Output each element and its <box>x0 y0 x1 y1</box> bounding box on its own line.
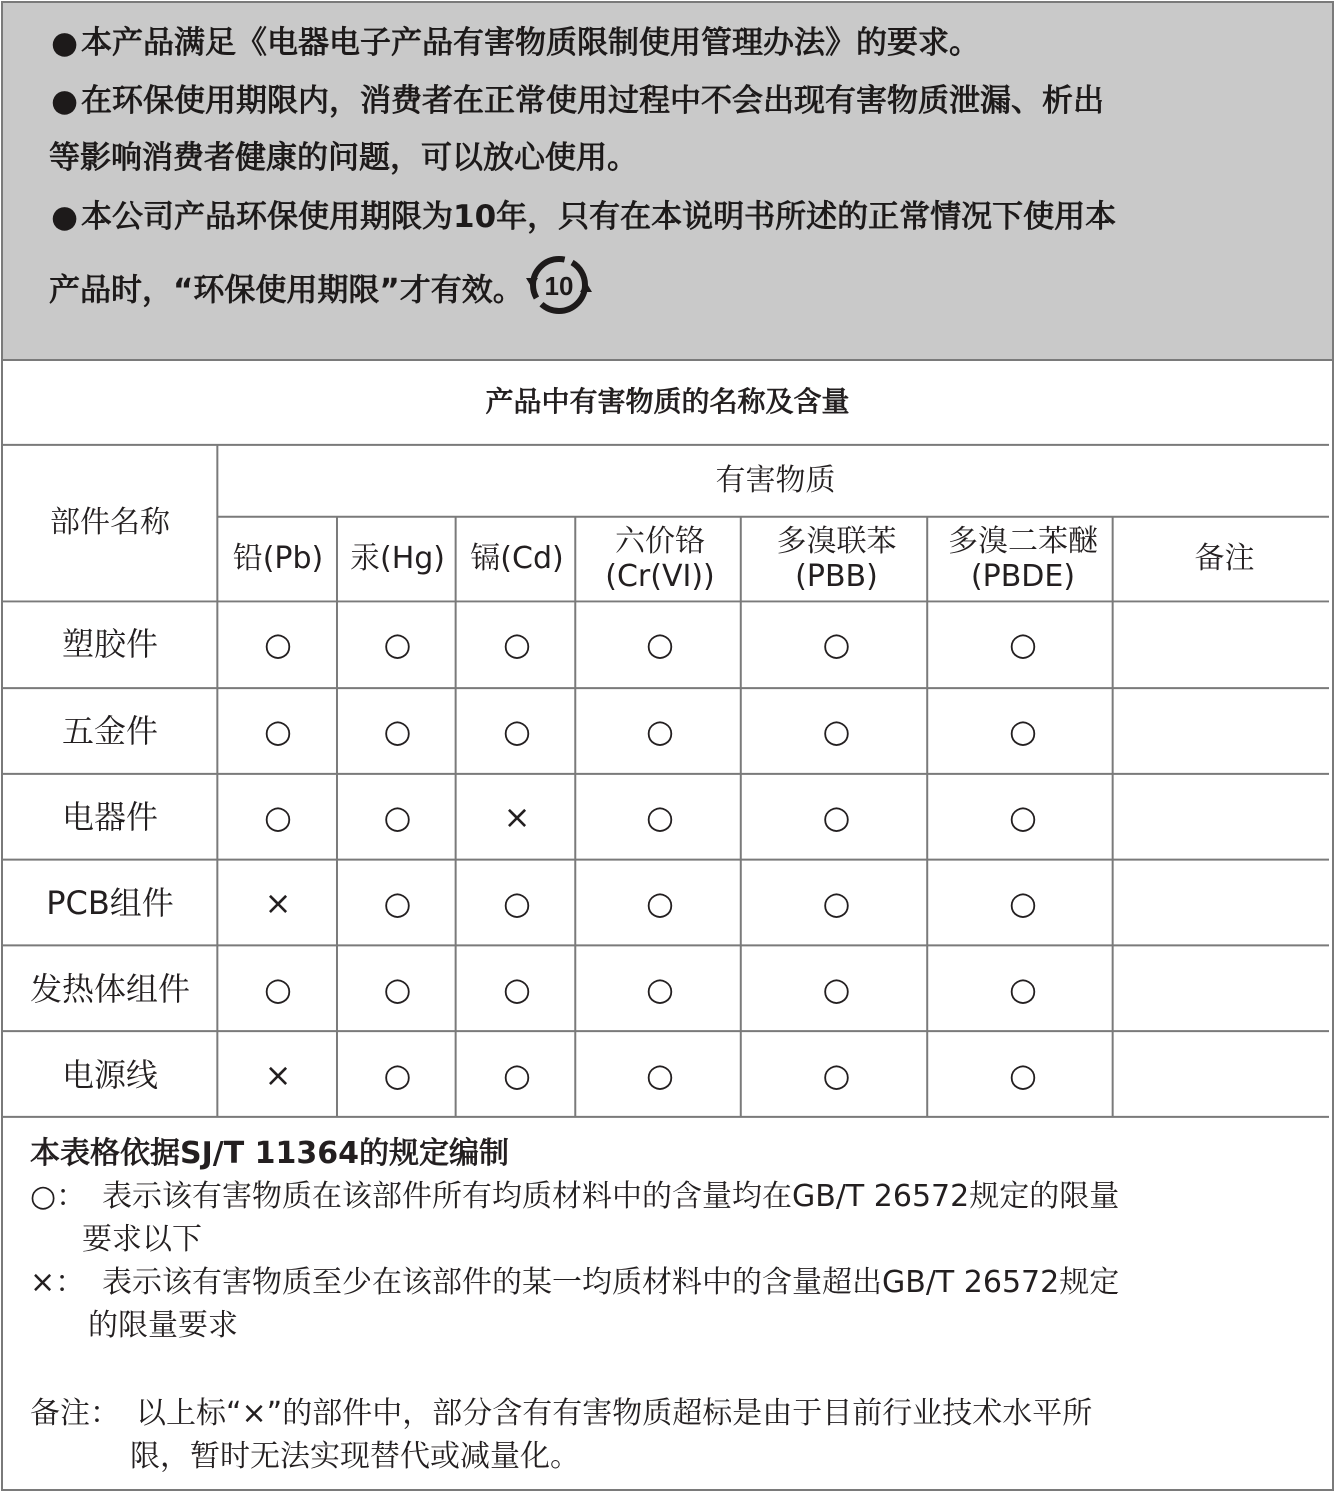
circle-mark: ○ <box>822 711 851 750</box>
circle-mark: ○ <box>264 969 292 1008</box>
notice-line-3: ●本公司产品环保使用期限为10年，只有在本说明书所述的正常情况下使用本 <box>51 199 1117 235</box>
circle-mark: ○ <box>822 969 851 1008</box>
circle-mark: ○ <box>264 625 292 663</box>
legend-cross-text-2: 的限量要求 <box>88 1308 238 1343</box>
part-name-cell: 塑胶件 <box>61 625 158 663</box>
circle-mark: ○ <box>1009 711 1037 750</box>
cross-mark: × <box>264 1055 292 1094</box>
remark-key: 备注： <box>30 1396 120 1431</box>
legend-circle-text-2: 要求以下 <box>82 1222 202 1257</box>
part-name-cell: 发热体组件 <box>29 969 190 1008</box>
notice-line-1: ●本产品满足《电器电子产品有害物质限制使用管理办法》的要求。 <box>51 25 980 61</box>
circle-mark: ○ <box>503 711 531 750</box>
circle-mark: ○ <box>1009 883 1037 922</box>
remark-cell <box>1116 860 1333 946</box>
column-header-line-1: 铅(Pb) <box>232 541 324 576</box>
column-header-line-1: 六价铬 <box>615 523 705 559</box>
bullet-icon: ● <box>51 83 79 119</box>
substance-column-header <box>577 516 743 601</box>
circle-mark: ○ <box>822 797 851 836</box>
legend-circle-key: ○： <box>30 1179 87 1214</box>
remark-cell <box>1116 946 1333 1032</box>
legend-basis: 本表格依据SJ/T 11364的规定编制 <box>30 1136 510 1171</box>
remark-cell <box>1116 1032 1333 1118</box>
column-header-line-1: 汞(Hg) <box>349 541 445 576</box>
remark-cell <box>1116 688 1333 774</box>
circle-mark: ○ <box>646 969 674 1008</box>
hazardous-substances-header: 有害物质 <box>715 462 836 498</box>
circle-mark: ○ <box>646 797 674 836</box>
circle-mark: ○ <box>1009 1055 1037 1094</box>
column-header-line-1: 镉(Cd) <box>470 541 564 576</box>
column-header-line-2: (Cr(VI)) <box>605 558 715 594</box>
legend-cross-text-1: 表示该有害物质至少在该部件的某一均质材料中的含量超出GB/T 26572规定 <box>102 1265 1120 1300</box>
circle-mark: ○ <box>503 969 531 1008</box>
circle-mark: ○ <box>383 797 412 836</box>
circle-mark: ○ <box>264 797 292 836</box>
legend-circle-text-1: 表示该有害物质在该部件所有均质材料中的含量均在GB/T 26572规定的限量 <box>102 1179 1120 1214</box>
substance-column-header <box>743 516 930 601</box>
column-header-line-1: 多溴二苯醚 <box>948 523 1098 559</box>
circle-mark: ○ <box>1009 797 1037 836</box>
part-name-cell: PCB组件 <box>46 883 174 922</box>
notice-line-3b: 产品时，“环保使用期限”才有效。 10 <box>49 256 592 328</box>
circle-mark: ○ <box>503 1055 531 1094</box>
remark-text-1: 以上标“×”的部件中，部分含有有害物质超标是由于目前行业技术水平所 <box>136 1396 1093 1431</box>
notice-line-2: ●在环保使用期限内，消费者在正常使用过程中不会出现有害物质泄漏、析出 <box>51 83 1104 119</box>
circle-mark: ○ <box>383 969 412 1008</box>
circle-mark: ○ <box>503 883 531 922</box>
circle-mark: ○ <box>1009 969 1037 1008</box>
substance-column-header <box>930 516 1116 601</box>
part-name-cell: 电器件 <box>61 797 158 836</box>
remark-text-2: 限，暂时无法实现替代或减量化。 <box>130 1439 580 1474</box>
circle-mark: ○ <box>503 625 531 663</box>
cross-mark: × <box>503 797 531 836</box>
column-header-line-1: 多溴联苯 <box>776 523 897 559</box>
environmental-notice <box>3 3 1332 361</box>
circle-mark: ○ <box>646 1055 674 1094</box>
circle-mark: ○ <box>383 1055 412 1094</box>
column-header-line-1: 备注 <box>1194 541 1255 576</box>
circle-mark: ○ <box>1009 625 1037 663</box>
remark-cell <box>1116 601 1333 688</box>
part-name-header: 部件名称 <box>50 505 170 540</box>
circle-mark: ○ <box>646 711 674 750</box>
bullet-icon: ● <box>51 199 79 235</box>
column-header-line-2: (PBDE) <box>970 558 1076 594</box>
epup-10-year-logo-icon <box>526 254 592 326</box>
cross-mark: × <box>264 883 292 922</box>
column-header-line-2: (PBB) <box>795 558 878 594</box>
circle-mark: ○ <box>646 625 674 663</box>
svg-text:10: 10 <box>544 271 574 301</box>
circle-mark: ○ <box>822 625 851 663</box>
notice-line-2b: 等影响消费者健康的问题，可以放心使用。 <box>49 140 638 176</box>
circle-mark: ○ <box>383 883 412 922</box>
remark-cell <box>1116 774 1333 860</box>
table-caption: 产品中有害物质的名称及含量 <box>485 384 850 418</box>
substance-column-header <box>457 516 577 601</box>
circle-mark: ○ <box>822 883 851 922</box>
substance-column-header <box>1116 516 1333 601</box>
circle-mark: ○ <box>383 711 412 750</box>
circle-mark: ○ <box>383 625 412 663</box>
circle-mark: ○ <box>646 883 674 922</box>
circle-mark: ○ <box>264 711 292 750</box>
substance-column-header <box>338 516 457 601</box>
part-name-cell: 电源线 <box>61 1055 158 1094</box>
legend-cross-key: ×： <box>30 1265 86 1300</box>
circle-mark: ○ <box>822 1055 851 1094</box>
bullet-icon: ● <box>51 25 79 61</box>
substance-column-header <box>218 516 338 601</box>
part-name-cell: 五金件 <box>61 711 158 750</box>
